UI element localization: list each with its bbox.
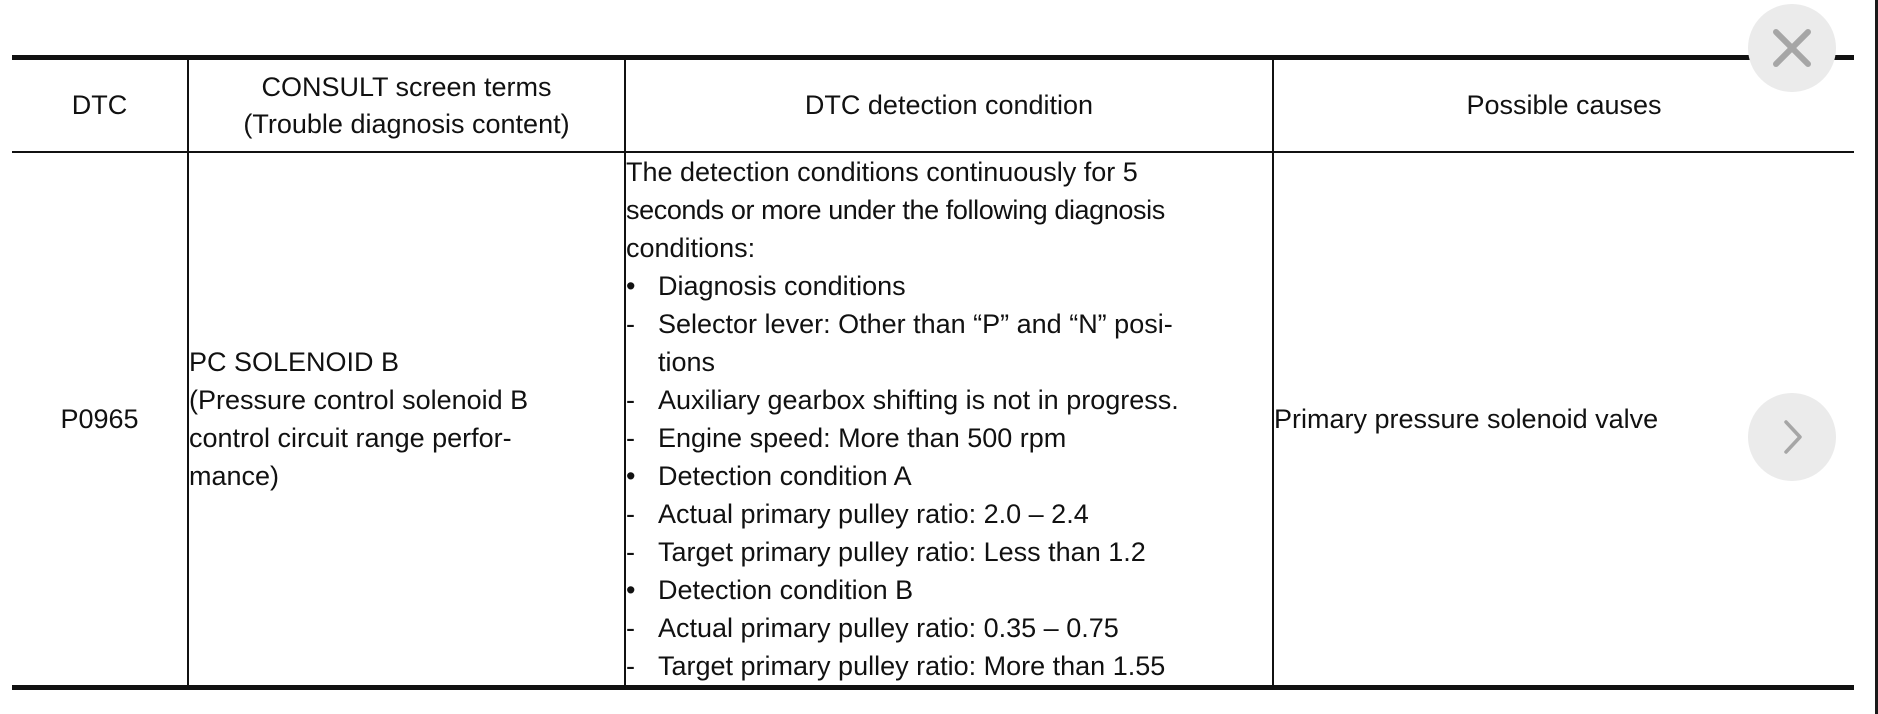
- list-marker: •: [626, 461, 636, 491]
- table-header-row: [12, 58, 1854, 153]
- condition-list-item: [626, 267, 1272, 305]
- header-consult-line-1: CONSULT screen terms: [261, 71, 552, 102]
- condition-intro-line: seconds or more under the following diagnosis: [626, 195, 1165, 225]
- condition-list-item: [626, 609, 1272, 647]
- header-possible-causes: Possible causes: [1273, 58, 1854, 153]
- condition-list-item: [626, 533, 1272, 571]
- consult-terms-cell: [188, 152, 625, 688]
- condition-list-item: [626, 457, 1272, 495]
- list-item-text: Auxiliary gearbox shifting is not in progress.: [658, 385, 1179, 415]
- condition-list-item: [626, 495, 1272, 533]
- condition-intro-line: conditions:: [626, 233, 756, 263]
- condition-list-item: [626, 647, 1272, 685]
- list-item-text: Target primary pulley ratio: More than 1.55: [658, 651, 1166, 681]
- consult-line: (Pressure control solenoid B: [189, 385, 529, 415]
- list-item-text: Actual primary pulley ratio: 0.35 – 0.75: [658, 613, 1119, 643]
- list-marker: -: [626, 423, 635, 453]
- list-marker: -: [626, 537, 635, 567]
- list-marker: -: [626, 499, 635, 529]
- list-marker: -: [626, 385, 635, 415]
- list-item-text: Selector lever: Other than “P” and “N” posi-: [658, 309, 1173, 339]
- header-dtc: DTC: [71, 90, 128, 120]
- list-marker: -: [626, 613, 635, 643]
- list-item-text: Detection condition B: [658, 575, 914, 605]
- condition-intro-line: The detection conditions continuously for 5: [626, 157, 1138, 187]
- possible-causes-cell: Primary pressure solenoid valve: [1273, 152, 1854, 688]
- consult-line: PC SOLENOID B: [189, 347, 400, 377]
- list-item-text: Actual primary pulley ratio: 2.0 – 2.4: [658, 499, 1089, 529]
- next-page-button[interactable]: [1748, 393, 1836, 481]
- condition-list-item: [626, 381, 1272, 419]
- condition-list-item: [626, 419, 1272, 457]
- consult-line: mance): [189, 461, 280, 491]
- consult-line: control circuit range perfor-: [189, 423, 512, 453]
- list-marker: •: [626, 271, 636, 301]
- list-marker: •: [626, 575, 636, 605]
- close-button[interactable]: [1748, 4, 1836, 92]
- header-consult-screen-terms: [188, 58, 625, 153]
- chevron-right-icon: [1777, 417, 1807, 457]
- table-row: [12, 152, 1854, 688]
- dtc-table: [12, 55, 1854, 690]
- condition-list-item: [626, 305, 1272, 381]
- dtc-code-cell: P0965: [60, 404, 139, 434]
- list-marker: -: [626, 309, 635, 339]
- list-item-text: Diagnosis conditions: [658, 271, 906, 301]
- list-item-continuation: tions: [658, 347, 716, 377]
- close-icon: [1770, 26, 1814, 70]
- list-marker: -: [626, 651, 635, 681]
- list-item-text: Target primary pulley ratio: Less than 1.2: [658, 537, 1146, 567]
- detection-condition-cell: [625, 152, 1273, 688]
- condition-list-item: [626, 571, 1272, 609]
- list-item-text: Engine speed: More than 500 rpm: [658, 423, 1067, 453]
- header-consult-line-2: (Trouble diagnosis content): [243, 108, 570, 139]
- header-dtc-detection-condition: DTC detection condition: [625, 58, 1273, 153]
- list-item-text: Detection condition A: [658, 461, 912, 491]
